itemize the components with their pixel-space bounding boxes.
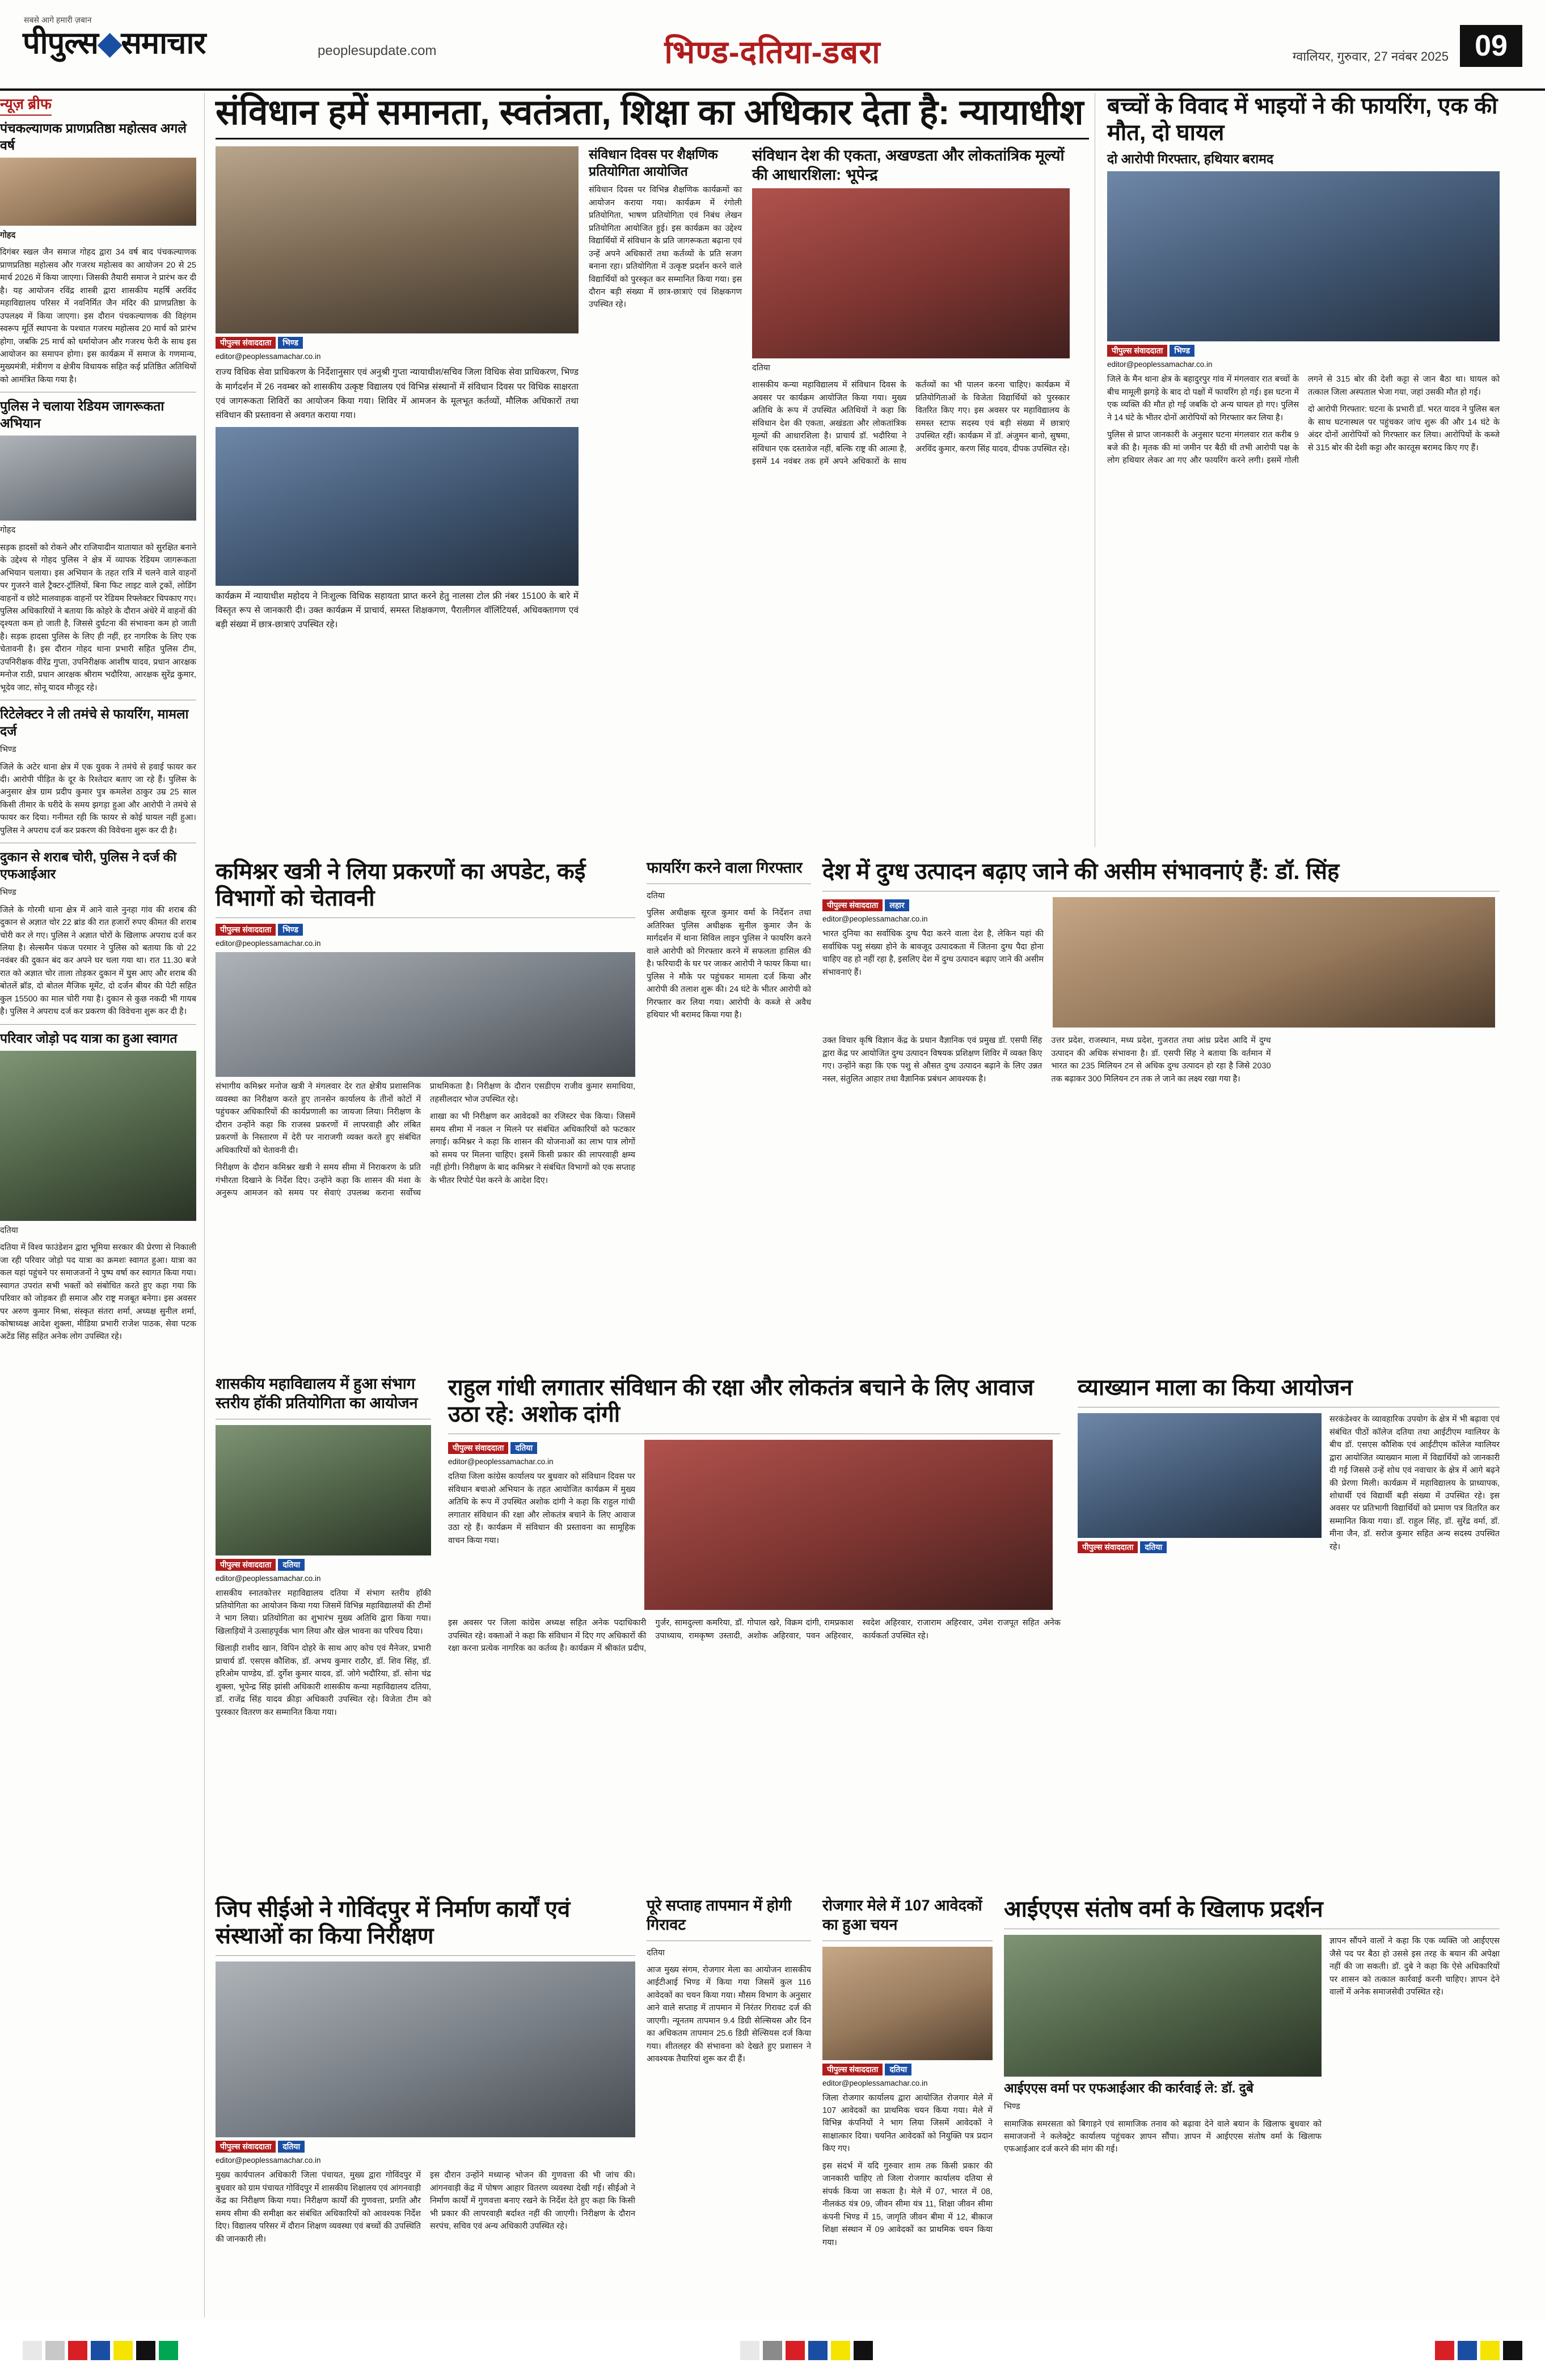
brief-heading: पंचकल्याणक प्राणप्रतिष्ठा महोत्सव अगले वर्ष xyxy=(0,121,187,153)
commissioner-photo xyxy=(216,952,635,1077)
list-item xyxy=(0,398,196,694)
firing-story xyxy=(1107,93,1500,467)
jcio-text-1: मुख्य कार्यपालन अधिकारी जिला पंचायत, मुख्य द्वारा गोविंदपुर में बुधवार को ग्राम पंचायत गोविंदपुर में शासकीय शिक्षालय एवं आंगनवाड़ी केंद्र का निरीक्षण किया गया। निरीक्षण कार्यों की गुणवत्ता, प्रगति और समय सीमा की समीक्षा कर संबंधित अधिकारियों को आवश्यक निर्देश दिए। विद्यालय परिसर में दौरान शिक्षण व्यवस्था एवं बच्चों की उपस्थिति की जानकारी ली। xyxy=(216,2171,421,2244)
brief-loc: गोहद xyxy=(0,230,16,240)
byline-loc: भिण्ड xyxy=(1170,345,1194,357)
ias-photo xyxy=(1004,1935,1322,2077)
brief-body: जिले के गोरमी थाना क्षेत्र में आने वाले नुनहा गांव की शराब की दुकान से अज्ञात चोर 22 ब्रांड की रात हजारों रुपए कीमत की शराब चोरी कर ले गए। पुलिस ने अज्ञात चोरों के खिलाफ अपराध दर्ज कर लिया है। सेल्समैन पंकज परमार ने पुलिस को बताया कि वो 22 नवंबर की दुकान बंद कर अपने घर चला गया था। रात 11.30 बजे रात को अज्ञात चोर ताला तोड़कर दुकान में घुस आए और शराब की बोतलें ब्रॉड, दो बोतल मैजिक मूमेंट, दो दर्जन बीयर की पेटी सहित कुल 15500 का माल चोरी गया है। दुकान से कुछ नकदी भी गायब है। पुलिस ने अपराध दर्ज कर प्रकरण की विवेचना शुरू कर दी है। xyxy=(0,905,196,1017)
jcio-story xyxy=(216,1896,635,2246)
milk-text-1: भारत दुनिया का सर्वाधिक दुग्ध पैदा करने वाला देश है, लेकिन यहां की सर्वाधिक पशु संख्या होने के बावजूद उत्पादकता में जितना दुग्ध पैदा होना चाहिए वह हो नहीं रहा है, इसलिए देश में दुग्ध उत्पादन बढ़ाए जाने की असीम संभावनाएं हैं। xyxy=(822,929,1044,977)
color-swatch xyxy=(786,2341,805,2360)
color-swatch xyxy=(808,2341,828,2360)
commissioner-text-2: निरीक्षण के दौरान कमिश्नर खत्री ने समय सीमा में निराकरण के प्रति गंभीरता दिखाने के निर्देश दिए। उन्होंने कहा कि शासन की मंशा के अनुरूप आमजन को समय पर सेवाएं उपलब्ध कराना सर्वोच्च प्राथमिकता है। निरीक्षण के दौरान एसडीएम राजीव कुमार समाधिया, तहसीलदार भोज उपस्थित रहे। xyxy=(216,1082,635,1198)
shooter-story xyxy=(647,859,811,1026)
list-item xyxy=(0,706,196,837)
firing-text-1: जिले के मैन थाना क्षेत्र के बहादुरपुर गांव में मंगलवार रात बच्चों के बीच मामूली झगड़े के बाद दो पक्षों में फायरिंग हो गई। इस घटना में एक व्यक्ति की मौत हो गई जबकि दो अन्य घायल हो गए। पुलिस ने 14 घंटे के भीतर दोनों आरोपियों को गिरफ्तार कर लिया है। xyxy=(1107,375,1299,422)
byline-loc: भिण्ड xyxy=(278,924,303,936)
hockey-photo xyxy=(216,1425,431,1555)
jcio-headline: जिप सीईओ ने गोविंदपुर में निर्माण कार्यों एवं संस्थाओं का किया निरीक्षण xyxy=(216,1897,571,1949)
rojgar-headline: रोजगार मेले में 107 आवेदकों का हुआ चयन xyxy=(822,1897,982,1933)
byline-loc: दतिया xyxy=(885,2064,911,2075)
color-swatch xyxy=(68,2341,87,2360)
rojgar-email: editor@peoplessamachar.co.in xyxy=(822,2078,928,2087)
shooter-headline: फायरिंग करने वाला गिरफ्तार xyxy=(647,859,803,876)
lead-photo-2 xyxy=(216,427,579,586)
brief-loc: गोहद xyxy=(0,526,16,535)
color-registration-bar xyxy=(0,2321,1545,2380)
brief-body: दतिया में विश्व फाउंडेशन द्वारा भूमिया सरकार की प्रेरणा से निकाली जा रही परिवार जोड़ो पद यात्रा का क्रमशः स्वागत हुआ। यात्रा का कल यहां पहुंचने पर समाजजनों ने पुष्प वर्षा कर स्वागत किया गया। स्वागत उपरांत सभी भक्तों को संबोधित करते हुए कहा गया कि परिवार को जोड़कर ही समाज और राष्ट्र मजबूत बनेगा। इस अवसर पर अरुण कुमार मिश्रा, संस्कृत संतरा शर्मा, अध्यक्ष सुनील शर्मा, कोषाध्यक्ष आदेश शुक्ला, मीडिया प्रभारी राजेश पाठक, सेवा पटक अटेंड सिंह सहित अनेक लोग उपस्थित रहे। xyxy=(0,1243,196,1342)
brief-heading: रिटेलेक्टर ने ली तमंचे से फायरिंग, मामला दर्ज xyxy=(0,707,189,739)
byline-loc: दतिया xyxy=(1140,1541,1167,1553)
ias-text-2: ज्ञापन सौंपने वालों ने कहा कि एक व्यक्ति जो आईएएस जैसे पद पर बैठा हो उससे इस तरह के बयान की अपेक्षा नहीं की जा सकती। डॉ. दुबे ने कहा कि ऐसे अधिकारियों पर शासन को तत्काल कार्रवाई करनी चाहिए। ज्ञापन देने वालों में अनेक समाजसेवी उपस्थित रहे। xyxy=(1329,1937,1500,1997)
color-swatch xyxy=(1435,2341,1454,2360)
masthead-website: peoplesupdate.com xyxy=(318,43,437,58)
byline-loc: दतिया xyxy=(510,1442,537,1454)
hockey-headline: शासकीय महाविद्यालय में हुआ संभाग स्तरीय हॉकी प्रतियोगिता का आयोजन xyxy=(216,1375,418,1411)
vyakhyan-byline xyxy=(1078,1541,1322,1553)
rahul-story xyxy=(448,1375,1061,1655)
hockey-text-1: शासकीय स्नातकोत्तर महाविद्यालय दतिया में संभाग स्तरीय हॉकी प्रतियोगिता का आयोजन किया गया जिसमें विभिन्न महाविद्यालयों की टीमों ने भाग लिया। प्रतियोगिता का शुभारंभ मुख्य अतिथि द्वारा किया गया। खिलाड़ियों ने उत्साहपूर्वक भाग लिया और खेल भावना का परिचय दिया। xyxy=(216,1588,431,1636)
sub-headline: संविधान दिवस पर शैक्षणिक प्रतियोगिता आयोजित xyxy=(589,147,718,179)
masthead-logo-main: पीपुल्स xyxy=(23,26,98,60)
rahul-text-2: इस अवसर पर जिला कांग्रेस अध्यक्ष सहित अनेक पदाधिकारी उपस्थित रहे। वक्ताओं ने कहा कि संविधान में दिए गए अधिकारों की रक्षा करना प्रत्येक नागरिक का कर्तव्य है। कार्यक्रम में श्रीकांत प्रदीप, गुर्जर, सामदुल्ला कमरिया, डॉ. गोपाल खरे, विक्रम दांगी, रामप्रकाश उपाध्याय, रामकृष्ण उस्तादी, अशोक अहिरवार, पवन अहिरवार, स्वदेश अहिरवार, राजाराम अहिरवार, उमेश राजपूत सहित अनेक कार्यकर्ता उपस्थित रहे। xyxy=(448,1618,1061,1654)
brief-body: दिगंबर स्खल जैन समाज गोहद द्वारा 34 वर्ष बाद पंचकल्याणक प्राणप्रतिष्ठा महोत्सव और गजरथ महोत्सव का आयोजन 20 से 25 मार्च 2026 में किया जाएगा। जिसकी तैयारी समाज ने प्रारंभ कर दी है। यह आयोजन रविंद्र शास्त्री द्वारा शासकीय महर्षि अरविंद महाविद्यालय परिसर में नवनिर्मित जैन मंदिर की प्राणप्रतिष्ठा के उपलक्ष्य में किया जाएगा। इस दौरान पंचकल्याणक की विहंगम स्वरूप मूर्ति स्थापना के पश्चात गजरथ महोत्सव 20 मार्च को प्रारंभ होगा, जबकि 25 मार्च को धर्मायोजन और गजरथ फेरी के साथ इस आयोजन का समापन होगा। इस कार्यक्रम में समाज के गणमान्य, मुख्यमंत्री, मंत्रीगण व क्षेत्रीय विधायक सहित कई प्रतिष्ठित अतिथियों को आमंत्रित किया गया है। xyxy=(0,248,196,384)
news-brief-title: न्यूज़ ब्रीफ xyxy=(0,93,52,116)
color-swatch xyxy=(1458,2341,1477,2360)
firing-byline xyxy=(1107,345,1500,357)
milk-byline xyxy=(822,899,1044,911)
brief-loc: भिण्ड xyxy=(0,745,16,755)
lead-text-2: कार्यक्रम में न्यायाधीश महोदय ने निःशुल्क विधिक सहायता प्राप्त करने हेतु नालसा टोल फ्री नंबर 15100 के बारे में विस्तृत रूप से जानकारी दी। उक्त कार्यक्रम में प्राचार्य, समस्त शिक्षकगण, पैरालीगल वॉलिंटियर्स, अधिवक्तागण एवं बड़ी संख्या में छात्र-छात्राएं उपस्थित रहे। xyxy=(216,591,579,630)
hockey-email: editor@peoplessamachar.co.in xyxy=(216,1574,321,1583)
rojgar-story xyxy=(822,1896,993,2254)
jcio-byline xyxy=(216,2141,635,2153)
color-swatch xyxy=(113,2341,133,2360)
masthead-logo: पीपुल्स◆समाचार xyxy=(23,26,206,60)
lead-text-1: राज्य विधिक सेवा प्राधिकरण के निर्देशानुसार एवं अनुश्री गुप्ता न्यायाधीश/सचिव जिला विधिक सेवा प्राधिकरण, भिण्ड के मार्गदर्शन में 26 नवम्बर को शासकीय उत्कृष्ट विद्यालय एवं विभिन्न संस्थानों में संविधान दिवस पर विधिक साक्षरता एवं जागरूकता शिविरों का आयोजन किया गया। शिविर में आमजन के मूलभूत कर्तव्यों, मौलिक अधिकारों तथा संविधान की प्रस्तावना से अवगत कराया गया। xyxy=(216,367,579,420)
lead-story xyxy=(216,93,1089,636)
color-swatch xyxy=(91,2341,110,2360)
byline-tag: पीपुल्स संवाददाता xyxy=(822,2064,883,2075)
ias-subhead: आईएएस वर्मा पर एफआईआर की कार्रवाई ले: डॉ. दुबे xyxy=(1004,2081,1253,2096)
firing-email: editor@peoplessamachar.co.in xyxy=(1107,360,1213,369)
firing-headline: बच्चों के विवाद में भाइयों ने की फायरिंग, एक की मौत, दो घायल xyxy=(1107,94,1498,146)
weather-story xyxy=(647,1896,811,2070)
milk-text-2: उक्त विचार कृषि विज्ञान केंद्र के प्रधान वैज्ञानिक एवं प्रमुख डॉ. एसपी सिंह द्वारा केंद्र पर आयोजित दुग्ध उत्पादन विषयक प्रशिक्षण शिविर में व्यक्त किए गए। उन्होंने कहा कि एक पशु से औसत दुग्ध उत्पादन बढ़ाने के लिए उन्नत नस्ल, संतुलित आहार तथा वैज्ञानिक प्रबंधन आवश्यक है। xyxy=(822,1036,1042,1084)
byline-loc: दतिया xyxy=(278,1559,305,1571)
milk-photo xyxy=(1053,897,1495,1028)
masthead xyxy=(0,0,1545,91)
masthead-dateline: ग्वालियर, गुरुवार, 27 नवंबर 2025 xyxy=(1292,49,1449,64)
unity-text: शासकीय कन्या महाविद्यालय में संविधान दिवस के अवसर पर कार्यक्रम आयोजित किया गया। मुख्य अतिथि के रूप में उपस्थित अतिथियों ने कहा कि संविधान देश की एकता, अखंडता और लोकतांत्रिक मूल्यों की आधारशिला है। प्राचार्य डॉ. भदौरिया ने संविधान एक दस्तावेज नहीं, बल्कि राष्ट्र की आत्मा है, इसमें 14 नवंबर तक हमें अपने अधिकारों के साथ कर्तव्यों का भी पालन करना चाहिए। कार्यक्रम में प्रतियोगिताओं के विजेता विद्यार्थियों को पुरस्कार वितरित किए गए। इस अवसर पर महाविद्यालय के समस्त स्टाफ सदस्य एवं बड़ी संख्या में छात्राएं उपस्थित रहीं। कार्यक्रम में डॉ. अंजुमन बानो, सुषमा, अरविंद कुमार, करण सिंह यादव, दीपक उपस्थित रहे। xyxy=(752,381,1070,467)
color-swatch xyxy=(1503,2341,1522,2360)
brief-photo xyxy=(0,158,196,226)
byline-tag: पीपुल्स संवाददाता xyxy=(448,1442,508,1454)
rahul-headline: राहुल गांधी लगातार संविधान की रक्षा और लोकतंत्र बचाने के लिए आवाज उठा रहे: अशोक दांगी xyxy=(448,1375,1034,1427)
lead-byline xyxy=(216,337,579,349)
jcio-email: editor@peoplessamachar.co.in xyxy=(216,2156,321,2165)
byline-tag: पीपुल्स संवाददाता xyxy=(1078,1541,1138,1553)
byline-tag: पीपुल्स संवाददाता xyxy=(216,924,276,936)
commissioner-email: editor@peoplessamachar.co.in xyxy=(216,939,321,948)
jcio-photo xyxy=(216,1962,635,2137)
unity-story xyxy=(752,146,1070,636)
byline-tag: पीपुल्स संवाददाता xyxy=(216,337,276,349)
byline-loc: दतिया xyxy=(278,2141,305,2153)
brief-body: सड़क हादसों को रोकने और राजियादीन यातायात को सुरक्षित बनाने के उद्देश्य से गोहद पुलिस ने क्षेत्र में व्यापक रेडियम जागरूकता अभियान चलाया। इस अभियान के तहत रात्रि में चलने वाले वाहनों पर गुजरने वाले ट्रैक्टर-ट्रॉलियों, बिना फिट लाइट वाले ट्रकों, लोडिंग वाहनों व छोटे मालवाहक वाहनों पर रेडियम रिफ्लेक्टर चिपकाए गए। पुलिस अधिकारियों ने बताया कि कोहरे के दौरान अंधेरे में वाहनों की दृश्यता कम हो जाती है, जिससे दुर्घटना की संभावना कम हो जाती है। सड़क हादसा पुलिस के लिए ही नहीं, हर नागरिक के लिए एक चेतावनी है। इस दौरान गोहद थाना प्रभारी सहित पुलिस टीम, उपनिरीक्षक वीरेंद्र गुप्ता, उपनिरीक्षक आशीष यादव, प्रधान आरक्षक मनोज राठी, प्रधान आरक्षक श्रीराम भदौरिया, आरक्षक सुरेंद्र कुमार, भूदेव जाट, सोनू यादव मौजूद रहे। xyxy=(0,543,196,692)
news-brief-sidebar xyxy=(0,93,196,2318)
firing-text-2: पुलिस से प्राप्त जानकारी के अनुसार घटना मंगलवार रात करीब 9 बजे की है। मृतक की मां जमीन पर बैठी थी तभी आरोपी पक्ष के लोग हथियार लेकर आ गए और फायरिंग करने लगी। इसमें गोली लगने से 315 बोर की देशी कट्टा से जान बैठा था। घायल को तत्काल जिला अस्पताल भेजा गया, जहां उसकी मौत हो गई। xyxy=(1107,375,1500,466)
brief-heading: दुकान से शराब चोरी, पुलिस ने दर्ज की एफआईआर xyxy=(0,849,177,882)
milk-headline: देश में दुग्ध उत्पादन बढ़ाए जाने की असीम संभावनाएं हैं: डॉ. सिंह xyxy=(822,859,1340,884)
vyakhyan-story xyxy=(1078,1375,1500,1558)
commissioner-text-3: शाखा का भी निरीक्षण कर आवेदकों का रजिस्टर चेक किया। जिसमें समय सीमा में नकल न मिलने पर संबंधित अधिकारियों को फटकार लगाई। कमिश्नर ने कहा कि शासन की योजनाओं का लाभ पात्र लोगों को समय पर मिलना चाहिए। इसमें किसी प्रकार की लापरवाही क्षम्य नहीं होगी। निरीक्षण के बाद कमिश्नर ने संबंधित विभागों को एक सप्ताह के भीतर रिपोर्ट पेश करने के आदेश दिए। xyxy=(430,1112,635,1185)
milk-email: editor@peoplessamachar.co.in xyxy=(822,915,928,924)
lead-photo xyxy=(216,146,579,333)
weather-text: आज मुख्य संगम, रोजगार मेला का आयोजन शासकीय आईटीआई भिण्ड में किया गया जिसमें कुल 116 आवेदकों का चयन किया गया। मौसम विभाग के अनुसार आने वाले सप्ताह में तापमान में निरंतर गिरावट दर्ज की जाएगी। न्यूनतम तापमान 9.4 डिग्री सेल्सियस और दिन का अधिकतम तापमान 25.6 डिग्री सेल्सियस दर्ज किया गया। शीतलहर की संभावना को देखते हुए प्रशासन ने आवश्यक तैयारियां शुरू कर दी हैं। xyxy=(647,1965,811,2064)
weather-loc: दतिया xyxy=(647,1948,665,1958)
byline-tag: पीपुल्स संवाददाता xyxy=(216,2141,276,2153)
rahul-text-1: दतिया जिला कांग्रेस कार्यालय पर बुधवार को संविधान दिवस पर संविधान बचाओ अभियान के तहत आयोजित कार्यक्रम में मुख्य अतिथि के रूप में उपस्थित अशोक दांगी ने कहा कि राहुल गांधी लगातार संविधान की रक्षा और लोकतंत्र बचाने के लिए आवाज उठा रहे हैं। कार्यक्रम में संविधान की प्रस्तावना का सामूहिक वाचन किया गया। xyxy=(448,1472,635,1545)
brief-loc: दतिया xyxy=(0,1225,18,1235)
commissioner-text-1: संभागीय कमिश्नर मनोज खत्री ने मंगलवार देर रात क्षेत्रीय प्रशासनिक व्यवस्था का निरीक्षण करते हुए तानसेन कार्यालय के तीनों कोटों में पहुंचकर अधिकारियों की कार्यप्रणाली का जायजा लिया। निरीक्षण के दौरान उन्होंने कहा कि राजस्व प्रकरणों में लापरवाही और लंबित प्रकरणों के निस्तारण में देरी पर नाराजगी व्यक्त करते हुए संबंधित अधिकारियों को चेतावनी दी। xyxy=(216,1082,421,1155)
sub-text: संविधान दिवस पर विभिन्न शैक्षणिक कार्यक्रमों का आयोजन कराया गया। कार्यक्रम में रंगोली प्रतियोगिता, भाषण प्रतियोगिता एवं निबंध लेखन प्रतियोगिता आयोजित हुई। इस कार्यक्रम का उद्देश्य विद्यार्थियों में संविधान के प्रति जागरूकता बढ़ाना एवं उन्हें अपने अधिकारों तथा कर्तव्यों के प्रति सजग बनाना रहा। प्रतियोगिता में उत्कृष्ट प्रदर्शन करने वाले विद्यार्थियों को पुरस्कृत कर सम्मानित किया गया। इस दौरान बड़ी संख्या में छात्र-छात्राएं एवं शिक्षकगण उपस्थित रहे। xyxy=(589,185,742,310)
firing-text-3: दो आरोपी गिरफ्तार: घटना के प्रभारी डॉ. भरत यादव ने पुलिस बल के साथ घटनास्थल पर पहुंचकर जांच शुरू की और 14 घंटे के अंदर दोनों आरोपियों को गिरफ्तार कर लिया। आरोपियों के कब्जे से 315 बोर की देशी कट्टा और कारतूस बरामद किए गए हैं। xyxy=(1308,405,1500,453)
color-swatch xyxy=(740,2341,759,2360)
lead-headline: संविधान हमें समानता, स्वतंत्रता, शिक्षा का अधिकार देता है: न्यायाधीश xyxy=(216,93,1084,132)
rojgar-photo xyxy=(822,1947,993,2060)
color-swatch xyxy=(159,2341,178,2360)
page-grid xyxy=(0,93,1545,2318)
color-swatch xyxy=(854,2341,873,2360)
firing-photo xyxy=(1107,171,1500,341)
unity-photo xyxy=(752,188,1070,358)
ias-text-1: सामाजिक समरसता को बिगाड़ने एवं सामाजिक तनाव को बढ़ावा देने वाले बयान के खिलाफ बुधवार को समाजजनों ने कलेक्ट्रेट कार्यालय पहुंचकर ज्ञापन सौंपा। ज्ञापन में आईएएस संतोष वर्मा के खिलाफ एफआईआर दर्ज करने की मांग की गई। xyxy=(1004,2119,1322,2154)
color-swatch xyxy=(831,2341,850,2360)
shooter-loc: दतिया xyxy=(647,891,665,901)
rahul-email: editor@peoplessamachar.co.in xyxy=(448,1457,554,1466)
brief-photo xyxy=(0,436,196,521)
milk-story xyxy=(822,859,1500,1085)
vyakhyan-headline: व्याख्यान माला का किया आयोजन xyxy=(1078,1375,1353,1400)
byline-loc: लहार xyxy=(885,899,909,911)
byline-loc: भिण्ड xyxy=(278,337,303,349)
brief-body: जिले के अटेर थाना क्षेत्र में एक युवक ने तमंचे से हवाई फायर कर दी। आरोपी पीड़ित के दूर के रिश्तेदार बताए जा रहे हैं। पुलिस के अनुसार क्षेत्र ग्राम प्रदीप कुमार पुत्र कमलेश ठाकुर उम्र 25 साल किसी तीमार के घरीदे के समय झगड़ा हुआ और आरोपी ने तमंचे से फायर कर दिया। गनीमत रही कि फायर से कोई घायल नहीं हुआ। पुलिस ने अपराध दर्ज कर प्रकरण की विवेचना शुरू कर दी है। xyxy=(0,762,196,835)
rojgar-text-1: जिला रोजगार कार्यालय द्वारा आयोजित रोजगार मेले में 107 आवेदकों का प्राथमिक चयन किया गया। मेले में विभिन्न कंपनियों ने भाग लिया जिसमें आवेदकों ने साक्षात्कार दिया। चयनित आवेदकों को नियुक्ति पत्र प्रदान किए गए। xyxy=(822,2093,993,2154)
color-swatch xyxy=(1480,2341,1500,2360)
commissioner-headline: कमिश्नर खत्री ने लिया प्रकरणों का अपडेट, कई विभागों को चेतावनी xyxy=(216,859,586,911)
milk-text-3: उत्तर प्रदेश, राजस्थान, मध्य प्रदेश, गुजरात तथा आंध्र प्रदेश आदि में दुग्ध उत्पादन की अधिक संभावना है। डॉ. एसपी सिंह ने बताया कि वर्तमान में भारत का 235 मिलियन टन से अधिक दुग्ध उत्पादन हो रहा है जिसे 2030 तक बढ़ाकर 300 मिलियन टन तक ले जाने का लक्ष्य रखा गया है। xyxy=(1051,1036,1271,1084)
shooter-text: पुलिस अधीक्षक सूरज कुमार वर्मा के निर्देशन तथा अतिरिक्त पुलिस अधीक्षक सुनील कुमार जैन के मार्गदर्शन में थाना सिविल लाइन पुलिस ने फायरिंग करने वाले आरोपी को गिरफ्तार करने में सफलता हासिल की है। फरियादी के घर पर जाकर आरोपी ने फायर किया था। पुलिस ने मौके पर पहुंचकर मामला दर्ज किया और आरोपी की तलाश शुरू की। 24 घंटे के भीतर आरोपी को गिरफ्तार कर लिया गया। आरोपी के कब्जे से अवैध हथियार भी बरामद किया गया है। xyxy=(647,908,811,1020)
ias-loc: भिण्ड xyxy=(1004,2102,1020,2112)
brief-text xyxy=(0,229,196,242)
firing-subhead: दो आरोपी गिरफ्तार, हथियार बरामद xyxy=(1107,151,1274,167)
hockey-story xyxy=(216,1375,431,1723)
weather-headline: पूरे सप्ताह तापमान में होगी गिरावट xyxy=(647,1897,792,1933)
page-number: 09 xyxy=(1460,25,1522,67)
hockey-byline xyxy=(216,1559,431,1571)
jcio-text-2: इस दौरान उन्होंने मध्यान्ह भोजन की गुणवत्ता की भी जांच की। आंगनवाड़ी केंद्र में पोषण आहार वितरण व्यवस्था देखी गई। सीईओ ने निर्माण कार्यों में गुणवत्ता बनाए रखने के निर्देश देते हुए कहा कि किसी भी प्रकार की लापरवाही बर्दाश्त नहीं की जाएगी। निरीक्षण के दौरान सरपंच, सचिव एवं अन्य अधिकारी उपस्थित रहे। xyxy=(430,2171,635,2231)
rahul-photo xyxy=(644,1440,1053,1610)
rojgar-byline xyxy=(822,2064,993,2075)
unity-headline: संविधान देश की एकता, अखण्डता और लोकतांत्रिक मूल्यों की आधारशिला: भूपेन्द्र xyxy=(752,147,1065,184)
masthead-edition: भिण्ड-दतिया-डबरा xyxy=(664,34,881,70)
unity-loc: दतिया xyxy=(752,363,770,373)
lead-left xyxy=(216,146,579,636)
lead-email: editor@peoplessamachar.co.in xyxy=(216,352,321,361)
color-swatch xyxy=(763,2341,782,2360)
list-item xyxy=(0,120,196,386)
byline-tag: पीपुल्स संवाददाता xyxy=(822,899,883,911)
rojgar-text-2: इस संदर्भ में यदि गुरुवार शाम तक किसी प्रकार की जानकारी चाहिए तो जिला रोजगार कार्यालय दतिया से संपर्क किया जा सकता है। मेले में 07, भारत में 08, नीलकंठ यंत्र 09, जीवन सीमा यंत्र 11, शिक्षा जीवन सीमा कंपनी भिण्ड में 15, जागृति जीवन बीमा में 12, बीकाज शिक्षा संस्थान में 09 आवेदकों का प्राथमिक चयन किया गया। xyxy=(822,2161,993,2247)
color-swatch xyxy=(136,2341,155,2360)
vyakhyan-photo xyxy=(1078,1413,1322,1538)
brief-loc: भिण्ड xyxy=(0,888,16,898)
color-swatch xyxy=(45,2341,65,2360)
ias-headline: आईएएस संतोष वर्मा के खिलाफ प्रदर्शन xyxy=(1004,1897,1323,1922)
brief-photo xyxy=(0,1051,196,1221)
byline-tag: पीपुल्स संवाददाता xyxy=(1107,345,1167,357)
brief-heading: परिवार जोड़ो पद यात्रा का हुआ स्वागत xyxy=(0,1030,178,1046)
list-item xyxy=(0,1030,196,1343)
masthead-tagline: सबसे आगे हमारी ज़बान xyxy=(24,15,92,24)
byline-tag: पीपुल्स संवाददाता xyxy=(216,1559,276,1571)
vyakhyan-text: सरकंडेश्वर के व्यावहारिक उपयोग के क्षेत्र में भी बढ़ावा एवं संबंधित पीठों कॉलेज दतिया तथा आईटीएम ग्वालियर के बीच डॉ. एसएस कौशिक एवं आईटीएम कॉलेज ग्वालियर द्वारा आयोजित व्याख्यान माला में विद्यार्थियों को जानकारी दी गई जिससे उन्हें शोध एवं नवाचार के क्षेत्र में आगे बढ़ने की प्रेरणा मिली। कार्यक्रम में महाविद्यालय के प्राध्यापक, शोधार्थी एवं विद्यार्थी बड़ी संख्या में उपस्थित रहे। इस अवसर पर प्रतिभागी विद्यार्थियों को प्रमाण पत्र वितरित कर सम्मानित किया गया। डॉ. राहुल सिंह, डॉ. सुरेंद्र वर्मा, डॉ. मीना जैन, डॉ. सरोज कुमार सहित अन्य सदस्य उपस्थित रहे। xyxy=(1329,1415,1500,1552)
rahul-byline xyxy=(448,1442,635,1454)
list-item xyxy=(0,849,196,1018)
masthead-logo-accent: समाचार xyxy=(121,26,206,60)
lead-subcol xyxy=(589,146,742,636)
brief-heading: पुलिस ने चलाया रेडियम जागरूकता अभियान xyxy=(0,399,164,431)
commissioner-byline xyxy=(216,924,635,936)
ias-story xyxy=(1004,1896,1500,2161)
color-swatch xyxy=(23,2341,42,2360)
commissioner-story xyxy=(216,859,635,1200)
hockey-text-2: खिलाड़ी राशीद खान, विपिन दोहरे के साथ आए कोच एवं मैनेजर, प्रभारी प्राचार्य डॉ. एसएस कौशिक, डॉ. अभय कुमार राठौर, डॉ. शिव सिंह, डॉ. हरिओम पाण्डेय, डॉ. दुर्गेश कुमार यादव, डॉ. जोगे भदौरिया, डॉ. सोना चंद्र शुक्ला, भूपेन्द्र सिंह झांसी अधिकारी शासकीय कन्या महाविद्यालय दतिया, डॉ. राजेंद्र सिंह यादव क्रीड़ा अधिकारी उपस्थित रहे। विजेता टीम को पुरस्कार वितरण कर सम्मानित किया गया। xyxy=(216,1644,431,1717)
